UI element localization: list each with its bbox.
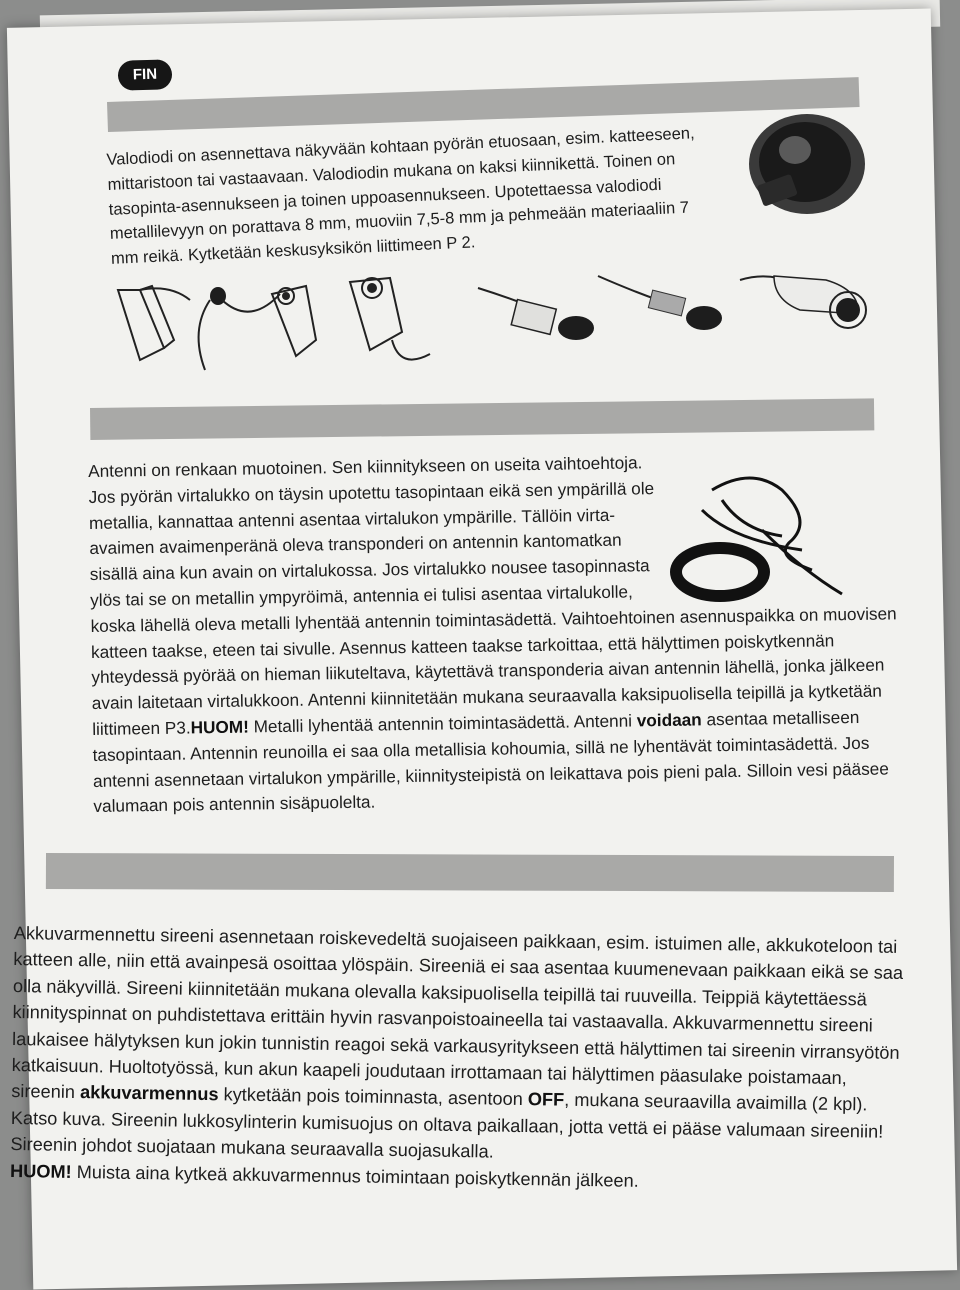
led-lens-diagram-1 [199,287,280,370]
siren-final-text: Muista aina kytkeä akkuvarmennus toimintaan poiskytkennän jälkeen. [71,1161,639,1191]
antenna-instructions [88,446,902,820]
antenna-voidaan-emphasis: voidaan [636,709,702,731]
siren-off-emphasis: OFF [527,1089,565,1111]
antenna-paragraph [88,446,902,820]
siren-text-b: kytketään pois toiminnasta, asentoon [218,1084,529,1110]
led-photo-icon [745,112,865,222]
antenna-text-start: Antenni on renkaan muotoinen. Sen kiinnitykseen on useita vaihtoehtoja. Jos pyörän virtalukko on täysin upotettu tasopintaan eikä sen ympärillä ole metallia, kannattaa antenni asentaa virtalukon ympärille. Tällöin virta-avaimen avaimenperänä oleva transponderi on antennin kantomatkan sisällä aina kun avain on virtalukossa. Jos virtalukko nousee tasopinnasta ylös tai se on metallin ympyröimä, antennia ei tulisi asentaa virtalukolle, koska lähellä oleva metalli lyhentää antennin toimintasädettä. Vaihtoehtoinen asennuspaikka on muovisen katteen taakse, eteen tai sivulle. Asennus katteen taakse tarkoittaa, että hälyttimen poiskytkennän yhteydessä pyörää on hieman liikuteltava, käytettävä transponderia aivan antennin lähellä, jonka jälkeen avain laitetaan virtalukkoon. Antenni kiinnitetään mukana seuraavalla kaksipuolisella teipillä ja kytketään liittimeen P3. [88,452,897,739]
siren-instructions [10,920,906,1198]
siren-text-a: Akkuvarmennettu sireeni asennetaan roiskevedeltä suojaiseen paikkaan, esim. istuimen alle, akkukoteloon tai katteen alle, niin että avainpesä osoittaa ylöspäin. Sireeniä ei saa asentaa kuumenevaan paikkaan eikä se saa olla näkyvillä. Sireeni kiinnitetään mukana olevalla kaksipuolisella teipillä tai ruuveilla. Teippiä käytettäessä kiinnityspinnat on puhdistettava erittäin hyvin rasvanpoistoaineella tai vastaavalla. Akkuvarmennettu sireeni laukaisee hälytyksen kun jokin tunnistin reagoi sekä varkausyritykseen että hälyttimen tai sireenin virransyötön katkaisuun. Huoltotyössä, kun akun kaapeli joudutaan irrottamaan tai hälyttimen päasulake poistamaan, sireenin [11,922,904,1103]
bracket-diagram-1 [118,286,190,360]
section-header-bar-siren [46,853,894,892]
bracket-diagram-3 [350,278,430,360]
siren-text-c: , mukana seuraavilla avaimilla (2 kpl). Katso kuva. Sireenin lukkosylinterin kumisuojus on oltava paikallaan, jotta vettä ei pääse valumaan sireeniin! Sireenin johdot suojataan mukana seuraavalla suojasukalla. [10,1090,884,1162]
adhesive-mount-diagram [740,276,866,328]
section-header-bar-antenna [90,398,874,440]
siren-akkuvarmennus-emphasis: akkuvarmennus [79,1082,219,1105]
siren-warning-label: HUOM! [9,1160,72,1182]
antenna-text-mid: Metalli lyhentää antennin toimintasädettä. Antenni [248,710,637,737]
bracket-diagram-2 [272,286,316,356]
antenna-warning-label: HUOM! [190,716,250,738]
antenna-text-end: asentaa metalliseen tasopintaan. Antennin reunoilla ei saa olla metallisia kohoumia, sillä ne lyhentävät toimintasädettä. Jos antenni asennetaan virtalukon ympärille, kiinnitysteipistä on leikattava pois pieni pala. Silloin vesi pääsee valumaan pois antennin sisäpuolelta. [92,706,889,817]
led-mounting-diagrams [110,270,880,380]
led-paragraph: Valodiodi on asennettava näkyvään kohtaan pyörän etuosaan, esim. katteeseen, mittaristoon tai vastaavaan. Valodiodin mukana on kaksi kiinnikettä. Toinen on tasopinta-asennukseen ja toinen uppoasennukseen. Upotettaessa valodiodi metallilevyyn on porattava 8 mm, muoviin 7,5-8 mm ja pehmeään materiaaliin 7 mm reikä. Kytketään keskusyksikön liittimeen P 2. [106,124,695,269]
led-instructions [106,121,703,272]
led-with-cable-1 [478,288,594,340]
language-badge: FIN [118,59,173,90]
led-with-cable-2 [598,276,722,330]
siren-paragraph [10,920,906,1172]
